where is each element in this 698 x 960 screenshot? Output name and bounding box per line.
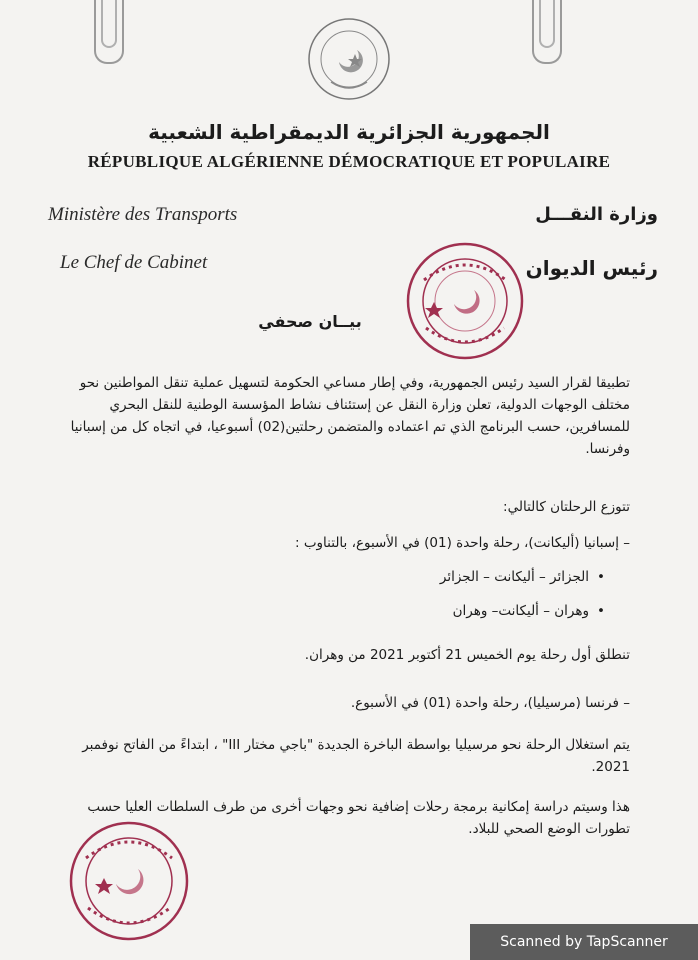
scanner-watermark: Scanned by TapScanner (470, 924, 698, 960)
study-paragraph: هذا وسيتم دراسة إمكانية برمجة رحلات إضافية نحو وجهات أخرى من طرف السلطات العليا حسب تطورات الوضع الصحي للبلاد. (87, 799, 630, 837)
intro-paragraph: تطبيقا لقرار السيد رئيس الجمهورية، وفي إطار مساعي الحكومة لتسهيل عملية تنقل المواطنين نحو مختلف الوجهات الدولية، تعلن وزارة النقل عن إستئناف نشاط المؤسسة الوطنية للنقل البحري للمسافرين، حسب البرنامج الذي تم اعتماده والمتضمن رحلتين(02) أسبوعيا، في اتجاه كل من إسبانيا وفرنسا. (70, 375, 630, 457)
chief-label-ar: رئيس الديوان (525, 256, 658, 280)
chief-label-fr: Le Chef de Cabinet (60, 252, 208, 273)
route-item (45, 600, 605, 622)
republic-title-ar: الجمهورية الجزائرية الديمقراطية الشعبية (148, 120, 550, 144)
press-release-title: بيــان صحفي (258, 312, 362, 331)
republic-title-fr: RÉPUBLIQUE ALGÉRIENNE DÉMOCRATIQUE ET POPULAIRE (87, 152, 611, 171)
emblem-icon (303, 12, 395, 106)
ministry-label-fr: Ministère des Transports (48, 204, 238, 225)
ministry-label-ar: وزارة النقـــل (535, 204, 658, 225)
stamp-icon (404, 240, 526, 362)
paperclip-icon (532, 0, 562, 64)
stamp-icon (66, 818, 192, 944)
route-item (45, 566, 605, 588)
route-1: • الجزائر – أليكانت – الجزائر (440, 569, 605, 585)
first-trip-line: تنطلق أول رحلة يوم الخميس 21 أكتوبر 2021 من وهران. (304, 647, 630, 663)
distribution-heading: تتوزع الرحلتان كالتالي: (503, 499, 630, 515)
paperclip-icon (94, 0, 124, 64)
spain-line: – إسبانيا (أليكانت)، رحلة واحدة (01) في الأسبوع، بالتناوب : (294, 535, 630, 551)
marseille-paragraph: يتم استغلال الرحلة نحو مرسيليا بواسطة الباخرة الجديدة "باجي مختار III" ، ابتداءً من الفاتح نوفمبر 2021. (82, 737, 630, 775)
route-2: • وهران – أليكانت– وهران (453, 603, 605, 619)
france-line: – فرنسا (مرسيليا)، رحلة واحدة (01) في الأسبوع. (350, 695, 630, 711)
